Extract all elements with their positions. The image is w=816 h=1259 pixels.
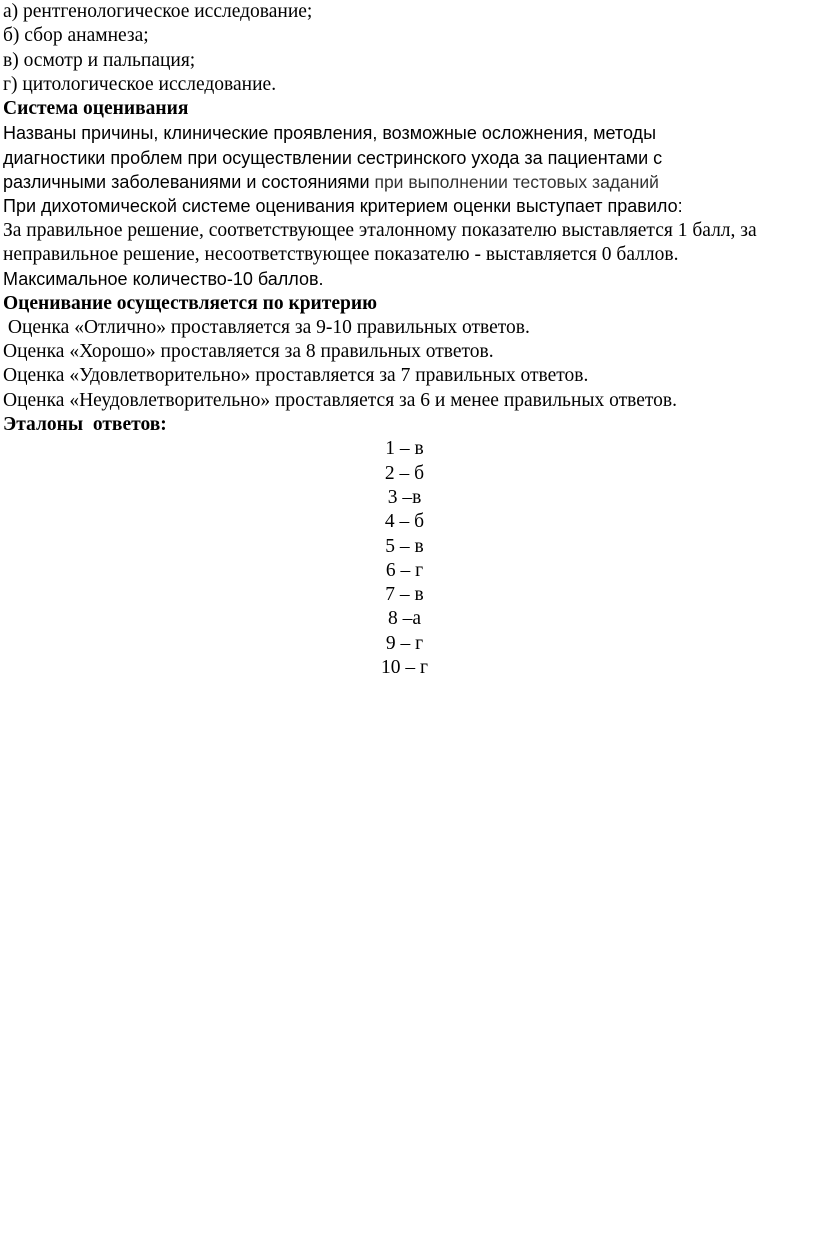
grade-excellent: Оценка «Отлично» проставляется за 9-10 правильных ответов. [3,316,530,338]
answer-options [3,0,816,97]
grade-good: Оценка «Хорошо» проставляется за 8 правильных ответов. [3,341,494,363]
criteria-section [3,292,816,413]
grading-paragraph-line-1: Названы причины, клинические проявления, возможные осложнения, методы [3,123,657,144]
answer-key-item: 9 – г [385,632,424,654]
grading-paragraph-line-3-tail: при выполнении тестовых заданий [369,172,659,193]
answer-key-item: 7 – в [385,584,424,606]
answer-key-item: 6 – г [385,559,424,581]
answer-key-section [3,413,816,680]
answer-key-item: 10 – г [381,657,428,679]
grading-system-section [3,97,816,291]
answer-key-list [3,437,816,680]
answer-key-item: 1 – в [385,438,424,460]
answer-key-item: 8 –а [387,608,422,630]
answer-key-item: 4 – б [384,511,425,533]
grade-satisfactory: Оценка «Удовлетворительно» проставляется за 7 правильных ответов. [3,365,589,387]
grading-paragraph-line-2: диагностики проблем при осуществлении сестринского ухода за пациентами с [3,147,663,168]
correct-answer-rule-line-1: За правильное решение, соответствующее эталонному показателю выставляется 1 балл, за [3,219,757,241]
option-b: б) сбор анамнеза; [3,25,149,47]
answer-key-heading: Эталоны ответов: [3,414,167,436]
grading-paragraph-line-3 [3,170,816,194]
answer-key-item: 2 – б [384,462,425,484]
correct-answer-rule-line-2: неправильное решение, несоответствующее показателю - выставляется 0 баллов. [3,243,679,265]
criteria-heading: Оценивание осуществляется по критерию [3,292,378,314]
answer-key-item: 3 –в [387,486,422,508]
dichotomous-rule: При дихотомической системе оценивания критерием оценки выступает правило: [3,196,683,217]
option-d: г) цитологическое исследование. [3,73,277,95]
grading-paragraph-line-3-main: различными заболеваниями и состояниями [3,172,370,193]
grade-unsatisfactory: Оценка «Неудовлетворительно» проставляется за 6 и менее правильных ответов. [3,389,677,411]
option-a: а) рентгенологическое исследование; [3,1,313,22]
max-score: Максимальное количество-10 баллов. [3,269,324,290]
option-c: в) осмотр и пальпация; [3,49,196,71]
grading-system-heading: Система оценивания [3,98,189,120]
answer-key-item: 5 – в [385,535,424,557]
